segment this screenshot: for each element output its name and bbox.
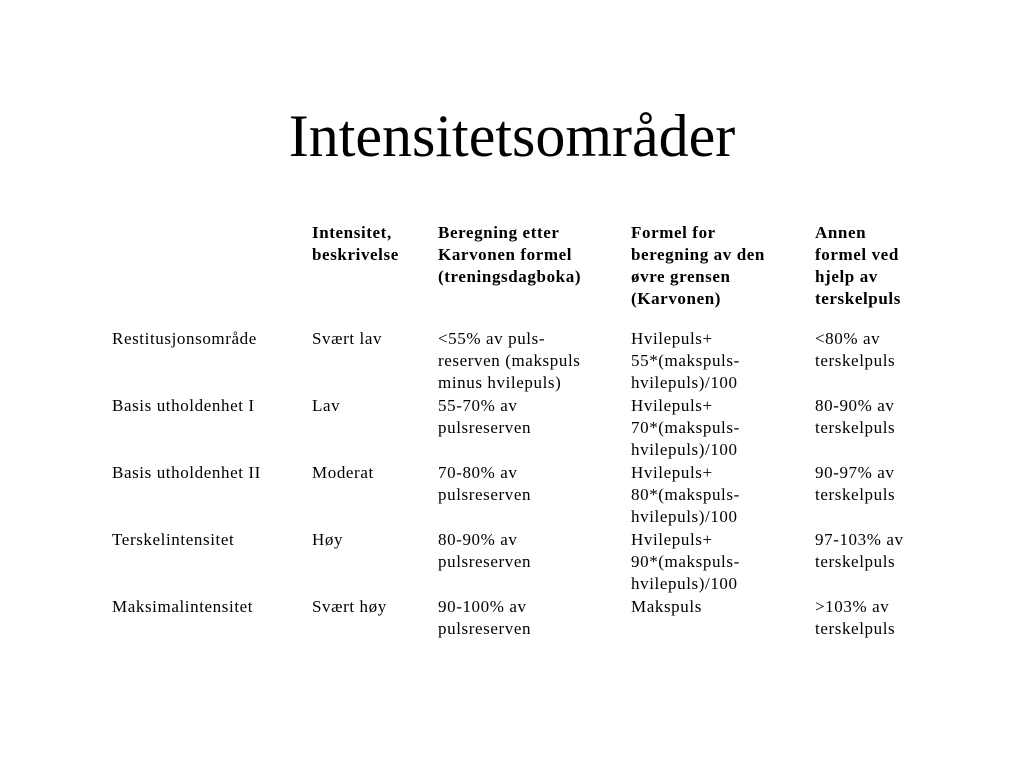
header-upper-limit-formula [624, 222, 808, 328]
zone-cell: Terskelintensitet [112, 530, 235, 549]
description-cell: Høy [312, 530, 344, 549]
karvonen-cell: 80-90% av pulsreserven [438, 530, 532, 571]
threshold-cell: 80-90% av terskelpuls [815, 396, 896, 437]
threshold-cell: 97-103% av terskelpuls [815, 530, 904, 571]
slide-title: Intensitetsområder [288, 103, 736, 169]
header-karvonen-text: Beregning etter Karvonen formel (treningsdagboka) [438, 223, 582, 286]
formula-cell: Hvilepuls+ 80*(makspuls- hvilepuls)/100 [631, 463, 740, 526]
formula-cell: Makspuls [631, 597, 702, 616]
zone-cell: Maksimalintensitet [112, 597, 254, 616]
intensity-zones-table [105, 222, 934, 641]
threshold-cell: <80% av terskelpuls [815, 329, 896, 370]
table-row [105, 596, 934, 641]
header-threshold-formula-text: Annen formel ved hjelp av terskelpuls [815, 223, 901, 308]
threshold-cell: 90-97% av terskelpuls [815, 463, 896, 504]
description-cell: Lav [312, 396, 341, 415]
karvonen-cell: 55-70% av pulsreserven [438, 396, 532, 437]
header-upper-limit-formula-text: Formel for beregning av den øvre grensen (Karvonen) [631, 223, 765, 308]
description-cell: Svært høy [312, 597, 387, 616]
header-threshold-formula [808, 222, 934, 328]
zone-cell: Basis utholdenhet I [112, 396, 255, 415]
table-row [105, 395, 934, 462]
table-row [105, 462, 934, 529]
table-row [105, 328, 934, 395]
header-intensity-description [305, 222, 431, 328]
table-row [105, 529, 934, 596]
formula-cell: Hvilepuls+ 55*(makspuls- hvilepuls)/100 [631, 329, 740, 392]
table-header-row [105, 222, 934, 328]
karvonen-cell: 90-100% av pulsreserven [438, 597, 532, 638]
formula-cell: Hvilepuls+ 70*(makspuls- hvilepuls)/100 [631, 396, 740, 459]
formula-cell: Hvilepuls+ 90*(makspuls- hvilepuls)/100 [631, 530, 740, 593]
description-cell: Svært lav [312, 329, 383, 348]
karvonen-cell: 70-80% av pulsreserven [438, 463, 532, 504]
header-intensity-description-text: Intensitet, beskrivelse [312, 223, 399, 264]
zone-cell: Restitusjonsområde [112, 329, 257, 348]
karvonen-cell: <55% av puls- reserven (makspuls minus hvilepuls) [438, 329, 581, 392]
threshold-cell: >103% av terskelpuls [815, 597, 896, 638]
header-zone [105, 222, 305, 328]
zone-cell: Basis utholdenhet II [112, 463, 261, 482]
description-cell: Moderat [312, 463, 374, 482]
header-karvonen [431, 222, 624, 328]
